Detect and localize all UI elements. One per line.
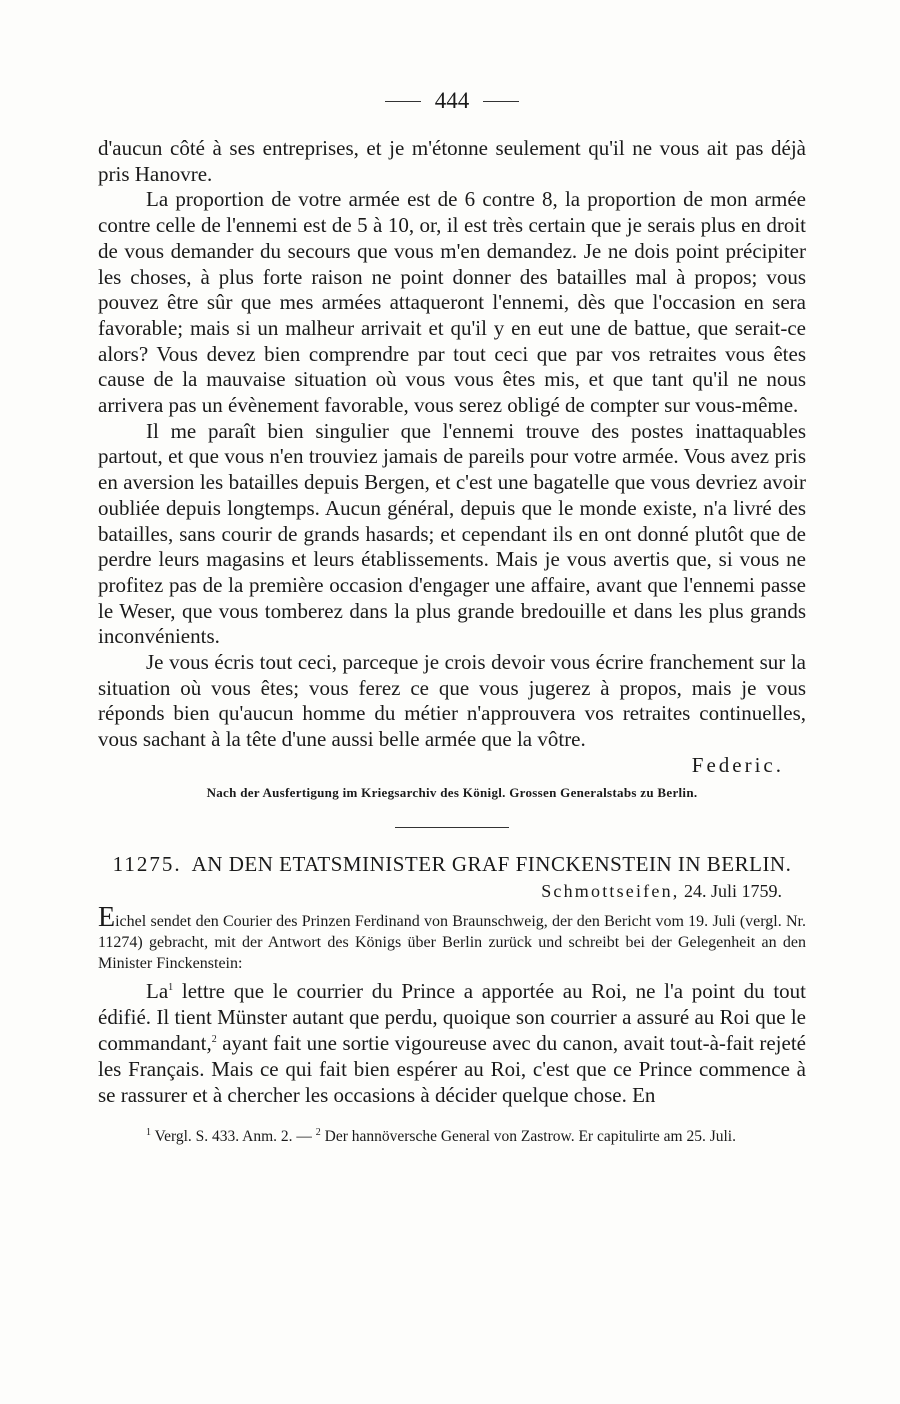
paragraph-final-text: Je vous écris tout ceci, parceque je crois devoir vous écrire franchement sur la situation où vous êtes; vous ferez ce que vous jugerez à propos, mais je vous réponds bien qu'aucun homme du métier n'approuvera vos retraites continuelles, vous sachant à la tête d'une aussi belle armée que la vôtre. [98, 650, 806, 752]
document-title: AN DEN ETATSMINISTER GRAF FINCKENSTEIN IN BERLIN. [191, 851, 792, 876]
letter-text-1: lettre que le courrier du Prince a apportée au Roi, ne l'a point du tout édifié. Il tient Münster autant que perdu, quoique son courrier a assuré au Roi que le commandant, [98, 978, 806, 1055]
footnote-mark-1: 1 [146, 1126, 151, 1138]
letter-text-2: ayant fait une sortie vigoureuse avec du canon, avait tout-à-fait rejeté les Français. Mais ce qui fait bien espérer au Roi, c'est que ce Prince commence à se rassurer et à chercher les occasions à décider quelque chose. En [98, 1030, 806, 1107]
footnote-1-text: Vergl. S. 433. Anm. 2. — [151, 1127, 316, 1145]
footnote-2-text: Der hannöversche General von Zastrow. Er capitulirte am 25. Juli. [320, 1127, 736, 1145]
paragraph-proportion: La proportion de votre armée est de 6 contre 8, la proportion de mon armée contre celle de l'ennemi est de 5 à 10, or, il est très certain que je serais plus en droit de vous demander du secours que vous m'en demandez. Je ne dois point précipiter les choses, à plus forte raison ne point donner des batailles mal à propos; vous pouvez être sûr que mes armées attaqueront l'ennemi, dès que l'occasion en sera favorable; mais si un malheur arrivait et qu'il y en eut une de battue, que serait-ce alors? Vous devez bien comprendre par tout ceci que par vos retraites vous êtes cause de la mauvaise situation où vous vous êtes mis, et que tant qu'il ne nous arrivera pas un évènement favorable, vous serez obligé de compter sur vous-même. [98, 187, 806, 418]
continued-letter [98, 136, 806, 753]
footnote-mark-2: 2 [315, 1126, 321, 1138]
place: Schmottseifen, [541, 880, 680, 901]
letter-start: La [146, 978, 169, 1003]
header-rule-right [483, 101, 519, 102]
footnote-line [98, 1126, 806, 1147]
document-heading [98, 852, 806, 877]
page-header [98, 88, 806, 114]
paragraph-ennemi: Il me paraît bien singulier que l'ennemi trouve des postes inattaquables partout, et que vous n'en trouviez jamais de pareils pour votre armée. Vous avez pris en aversion les batailles depuis Bergen, et c'est une bagatelle que vous devriez avoir oubliée depuis longtemps. Aucun général, depuis que le monde existe, n'a livré des batailles, sans courir de grands hasards; et cependant ils en ont donné plutôt que de perdre leurs magasins et leurs établissements. Mais je vous avertis que, si vous ne profitez pas de la première occasion d'engager une affaire, avant que l'ennemi passe le Weser, que vous tomberez dans la plus grande bredouille et dans les plus grands inconvénients. [98, 418, 806, 649]
intro-text: ichel sendet den Courier des Prinzen Ferdinand von Braunschweig, der den Bericht vom 19. Juli (vergl. Nr. 11274) gebracht, mit der Antwort des Königs über Berlin zurück und schreibt bei der Gelegenheit an den Minister Finckenstein: [98, 912, 806, 972]
header-rule-left [385, 101, 421, 102]
editorial-intro [98, 901, 806, 974]
letter-paragraph [98, 978, 806, 1108]
document-number: 11275. [112, 851, 182, 876]
footnote-ref-2[interactable]: 2 [211, 1033, 217, 1045]
letter-body [98, 978, 806, 1108]
footnote-ref-1[interactable]: 1 [168, 981, 174, 993]
page-number: 444 [434, 88, 470, 113]
signature: Federic. [691, 752, 784, 777]
section-divider [395, 827, 509, 828]
page [98, 88, 806, 1147]
place-date [98, 881, 806, 902]
paragraph-final [98, 650, 806, 753]
footnotes [98, 1126, 806, 1147]
paragraph-continued: d'aucun côté à ses entreprises, et je m'étonne seulement qu'il ne vous ait pas déjà pris Hanovre. [98, 136, 806, 186]
intro-initial: E [98, 901, 116, 933]
signature-row [98, 752, 806, 777]
date: 24. Juli 1759. [683, 880, 782, 901]
source-note: Nach der Ausfertigung im Kriegsarchiv des Königl. Grossen Generalstabs zu Berlin. [206, 784, 698, 800]
